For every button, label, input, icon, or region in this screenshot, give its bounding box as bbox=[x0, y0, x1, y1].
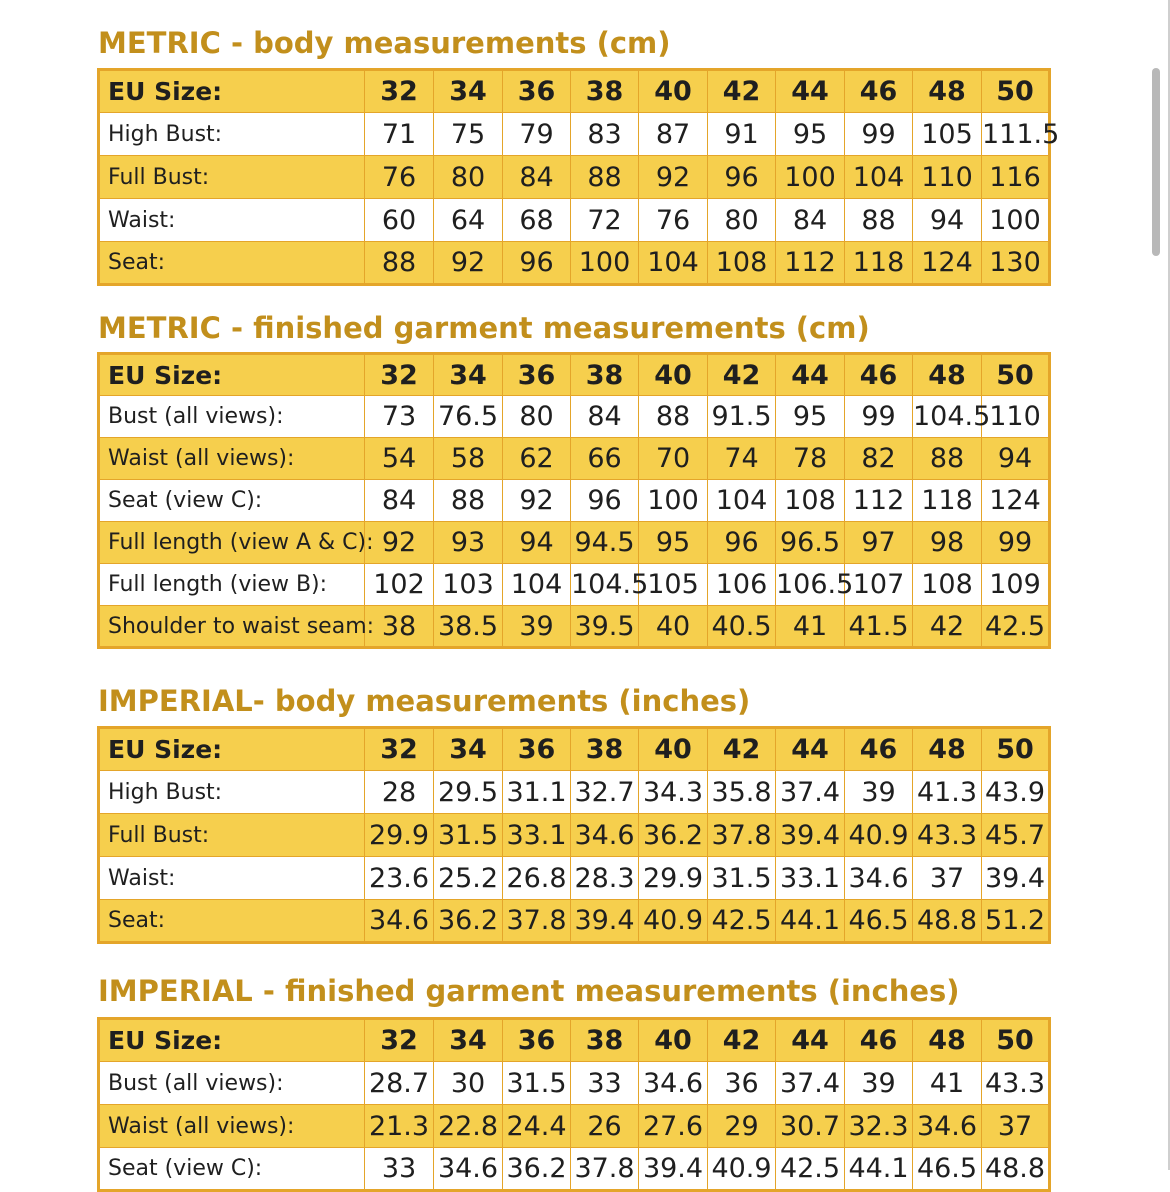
size-header-cell: 32 bbox=[365, 1019, 434, 1062]
size-header-cell: 36 bbox=[503, 354, 571, 396]
size-header-label: EU Size: bbox=[99, 354, 365, 396]
measurement-value: 30 bbox=[434, 1062, 503, 1105]
measurement-value: 112 bbox=[776, 242, 845, 285]
measurement-value: 34.6 bbox=[845, 857, 913, 900]
size-header-cell: 36 bbox=[503, 728, 571, 771]
size-header-cell: 34 bbox=[434, 70, 503, 113]
measurement-value: 35.8 bbox=[708, 771, 776, 814]
metric-body-title: METRIC - body measurements (cm) bbox=[98, 26, 671, 60]
measurement-value: 36 bbox=[708, 1062, 776, 1105]
measurement-value: 116 bbox=[982, 156, 1050, 199]
measurement-row bbox=[99, 564, 1050, 606]
measurement-value: 100 bbox=[571, 242, 639, 285]
size-header-cell: 34 bbox=[434, 1019, 503, 1062]
measurement-value: 91 bbox=[708, 113, 776, 156]
size-header-row bbox=[99, 728, 1050, 771]
size-header-cell: 36 bbox=[503, 70, 571, 113]
measurement-value: 42.5 bbox=[982, 606, 1050, 648]
size-header-cell: 48 bbox=[913, 354, 982, 396]
measurement-value: 33 bbox=[571, 1062, 639, 1105]
size-header-cell: 42 bbox=[708, 354, 776, 396]
measurement-value: 104.5 bbox=[913, 396, 982, 438]
measurement-value: 39.5 bbox=[571, 606, 639, 648]
measurement-label: Bust (all views): bbox=[99, 396, 365, 438]
measurement-value: 88 bbox=[434, 480, 503, 522]
measurement-value: 95 bbox=[639, 522, 708, 564]
measurement-value: 88 bbox=[639, 396, 708, 438]
measurement-value: 42.5 bbox=[776, 1148, 845, 1191]
size-header-cell: 46 bbox=[845, 728, 913, 771]
measurement-label: Full length (view A & C): bbox=[99, 522, 365, 564]
measurement-label: Seat (view C): bbox=[99, 1148, 365, 1191]
measurement-value: 88 bbox=[571, 156, 639, 199]
size-header-row bbox=[99, 70, 1050, 113]
size-header-cell: 42 bbox=[708, 1019, 776, 1062]
measurement-value: 130 bbox=[982, 242, 1050, 285]
measurement-value: 106.5 bbox=[776, 564, 845, 606]
measurement-label: Waist: bbox=[99, 857, 365, 900]
size-header-cell: 40 bbox=[639, 728, 708, 771]
measurement-value: 26.8 bbox=[503, 857, 571, 900]
measurement-value: 94.5 bbox=[571, 522, 639, 564]
measurement-value: 108 bbox=[708, 242, 776, 285]
measurement-value: 82 bbox=[845, 438, 913, 480]
measurement-value: 118 bbox=[913, 480, 982, 522]
measurement-value: 37.8 bbox=[708, 814, 776, 857]
measurement-value: 32.7 bbox=[571, 771, 639, 814]
size-header-cell: 40 bbox=[639, 70, 708, 113]
measurement-value: 104 bbox=[845, 156, 913, 199]
measurement-value: 78 bbox=[776, 438, 845, 480]
imperial-body-title: IMPERIAL- body measurements (inches) bbox=[98, 684, 751, 718]
measurement-value: 34.6 bbox=[639, 1062, 708, 1105]
measurement-label: Seat (view C): bbox=[99, 480, 365, 522]
measurement-value: 124 bbox=[913, 242, 982, 285]
measurement-value: 60 bbox=[365, 199, 434, 242]
size-header-cell: 46 bbox=[845, 1019, 913, 1062]
measurement-value: 92 bbox=[639, 156, 708, 199]
measurement-value: 108 bbox=[913, 564, 982, 606]
measurement-value: 84 bbox=[365, 480, 434, 522]
size-header-cell: 44 bbox=[776, 70, 845, 113]
measurement-label: High Bust: bbox=[99, 113, 365, 156]
measurement-row bbox=[99, 857, 1050, 900]
size-header-cell: 48 bbox=[913, 70, 982, 113]
measurement-value: 31.5 bbox=[503, 1062, 571, 1105]
measurement-value: 36.2 bbox=[639, 814, 708, 857]
measurement-row bbox=[99, 242, 1050, 285]
measurement-value: 41.3 bbox=[913, 771, 982, 814]
measurement-value: 33.1 bbox=[503, 814, 571, 857]
measurement-row bbox=[99, 900, 1050, 943]
measurement-value: 34.6 bbox=[913, 1105, 982, 1148]
measurement-value: 110 bbox=[913, 156, 982, 199]
measurement-label: Full Bust: bbox=[99, 814, 365, 857]
measurement-value: 73 bbox=[365, 396, 434, 438]
measurement-value: 79 bbox=[503, 113, 571, 156]
metric-body-table bbox=[97, 68, 1060, 286]
measurement-value: 48.8 bbox=[913, 900, 982, 943]
measurement-row bbox=[99, 113, 1050, 156]
measurement-value: 68 bbox=[503, 199, 571, 242]
measurement-row bbox=[99, 814, 1050, 857]
measurement-row bbox=[99, 438, 1050, 480]
size-header-cell: 44 bbox=[776, 728, 845, 771]
measurement-row bbox=[99, 522, 1050, 564]
measurement-value: 29.9 bbox=[365, 814, 434, 857]
measurement-value: 118 bbox=[845, 242, 913, 285]
size-header-row bbox=[99, 1019, 1050, 1062]
measurement-value: 72 bbox=[571, 199, 639, 242]
measurement-value: 94 bbox=[913, 199, 982, 242]
measurement-value: 40 bbox=[639, 606, 708, 648]
measurement-value: 26 bbox=[571, 1105, 639, 1148]
measurement-value: 93 bbox=[434, 522, 503, 564]
measurement-value: 27.6 bbox=[639, 1105, 708, 1148]
measurement-value: 29.9 bbox=[639, 857, 708, 900]
measurement-label: Waist (all views): bbox=[99, 438, 365, 480]
measurement-value: 124 bbox=[982, 480, 1050, 522]
measurement-label: Full length (view B): bbox=[99, 564, 365, 606]
measurement-value: 104 bbox=[708, 480, 776, 522]
measurement-value: 96.5 bbox=[776, 522, 845, 564]
size-header-cell: 36 bbox=[503, 1019, 571, 1062]
measurement-value: 80 bbox=[503, 396, 571, 438]
measurement-row bbox=[99, 606, 1050, 648]
measurement-value: 25.2 bbox=[434, 857, 503, 900]
imperial-body-table bbox=[97, 726, 1051, 944]
measurement-value: 103 bbox=[434, 564, 503, 606]
measurement-value: 28.3 bbox=[571, 857, 639, 900]
size-header-cell: 40 bbox=[639, 354, 708, 396]
measurement-value: 39 bbox=[845, 771, 913, 814]
measurement-value: 37.8 bbox=[503, 900, 571, 943]
measurement-value: 32.3 bbox=[845, 1105, 913, 1148]
measurement-value: 96 bbox=[708, 522, 776, 564]
measurement-value: 51.2 bbox=[982, 900, 1050, 943]
measurement-value: 41 bbox=[776, 606, 845, 648]
size-header-cell: 48 bbox=[913, 728, 982, 771]
measurement-value: 96 bbox=[503, 242, 571, 285]
measurement-value: 96 bbox=[571, 480, 639, 522]
measurement-value: 105 bbox=[639, 564, 708, 606]
measurement-value: 23.6 bbox=[365, 857, 434, 900]
measurement-value: 39.4 bbox=[982, 857, 1050, 900]
measurement-value: 38.5 bbox=[434, 606, 503, 648]
measurement-label: Seat: bbox=[99, 900, 365, 943]
measurement-value: 58 bbox=[434, 438, 503, 480]
measurement-value: 30.7 bbox=[776, 1105, 845, 1148]
size-header-cell: 46 bbox=[845, 70, 913, 113]
measurement-value: 109 bbox=[982, 564, 1050, 606]
measurement-value: 40.5 bbox=[708, 606, 776, 648]
measurement-value: 102 bbox=[365, 564, 434, 606]
measurement-value: 87 bbox=[639, 113, 708, 156]
measurement-label: High Bust: bbox=[99, 771, 365, 814]
measurement-value: 84 bbox=[571, 396, 639, 438]
measurement-value: 34.3 bbox=[639, 771, 708, 814]
measurement-value: 80 bbox=[434, 156, 503, 199]
measurement-value: 108 bbox=[776, 480, 845, 522]
measurement-value: 39 bbox=[845, 1062, 913, 1105]
size-header-cell: 50 bbox=[982, 70, 1050, 113]
measurement-value: 95 bbox=[776, 396, 845, 438]
measurement-value: 43.3 bbox=[982, 1062, 1050, 1105]
size-header-cell: 38 bbox=[571, 1019, 639, 1062]
measurement-value: 76.5 bbox=[434, 396, 503, 438]
measurement-label: Shoulder to waist seam: bbox=[99, 606, 365, 648]
measurement-value: 74 bbox=[708, 438, 776, 480]
measurement-value: 100 bbox=[639, 480, 708, 522]
measurement-value: 91.5 bbox=[708, 396, 776, 438]
size-header-cell: 38 bbox=[571, 70, 639, 113]
measurement-row bbox=[99, 771, 1050, 814]
metric-finished-table bbox=[97, 352, 1051, 649]
measurement-value: 40.9 bbox=[708, 1148, 776, 1191]
measurement-value: 111.5 bbox=[982, 113, 1050, 156]
measurement-label: Waist: bbox=[99, 199, 365, 242]
measurement-value: 92 bbox=[365, 522, 434, 564]
measurement-value: 41 bbox=[913, 1062, 982, 1105]
measurement-value: 36.2 bbox=[503, 1148, 571, 1191]
measurement-value: 41.5 bbox=[845, 606, 913, 648]
measurement-value: 43.3 bbox=[913, 814, 982, 857]
size-header-cell: 34 bbox=[434, 354, 503, 396]
measurement-value: 92 bbox=[503, 480, 571, 522]
measurement-value: 99 bbox=[845, 396, 913, 438]
measurement-value: 98 bbox=[913, 522, 982, 564]
measurement-value: 88 bbox=[365, 242, 434, 285]
measurement-value: 100 bbox=[776, 156, 845, 199]
measurement-value: 48.8 bbox=[982, 1148, 1050, 1191]
measurement-value: 106 bbox=[708, 564, 776, 606]
measurement-value: 104 bbox=[639, 242, 708, 285]
measurement-row bbox=[99, 396, 1050, 438]
measurement-value: 54 bbox=[365, 438, 434, 480]
measurement-value: 39.4 bbox=[639, 1148, 708, 1191]
measurement-value: 92 bbox=[434, 242, 503, 285]
size-header-cell: 48 bbox=[913, 1019, 982, 1062]
measurement-value: 104.5 bbox=[571, 564, 639, 606]
measurement-label: Full Bust: bbox=[99, 156, 365, 199]
size-header-cell: 32 bbox=[365, 354, 434, 396]
measurement-value: 99 bbox=[982, 522, 1050, 564]
size-header-label: EU Size: bbox=[99, 70, 365, 113]
measurement-value: 28.7 bbox=[365, 1062, 434, 1105]
measurement-value: 70 bbox=[639, 438, 708, 480]
measurement-value: 31.5 bbox=[708, 857, 776, 900]
measurement-value: 45.7 bbox=[982, 814, 1050, 857]
measurement-value: 75 bbox=[434, 113, 503, 156]
size-header-cell: 42 bbox=[708, 728, 776, 771]
size-header-cell: 46 bbox=[845, 354, 913, 396]
size-header-cell: 44 bbox=[776, 1019, 845, 1062]
size-header-cell: 38 bbox=[571, 728, 639, 771]
measurement-value: 94 bbox=[503, 522, 571, 564]
measurement-value: 46.5 bbox=[913, 1148, 982, 1191]
measurement-value: 34.6 bbox=[571, 814, 639, 857]
measurement-value: 46.5 bbox=[845, 900, 913, 943]
measurement-value: 37.4 bbox=[776, 771, 845, 814]
imperial-finished-table bbox=[97, 1017, 1051, 1192]
measurement-value: 28 bbox=[365, 771, 434, 814]
measurement-label: Bust (all views): bbox=[99, 1062, 365, 1105]
measurement-value: 29 bbox=[708, 1105, 776, 1148]
measurement-value: 24.4 bbox=[503, 1105, 571, 1148]
measurement-value: 107 bbox=[845, 564, 913, 606]
measurement-value: 95 bbox=[776, 113, 845, 156]
measurement-row bbox=[99, 156, 1050, 199]
measurement-value: 110 bbox=[982, 396, 1050, 438]
size-header-cell: 32 bbox=[365, 70, 434, 113]
measurement-value: 97 bbox=[845, 522, 913, 564]
measurement-value: 39 bbox=[503, 606, 571, 648]
measurement-value: 62 bbox=[503, 438, 571, 480]
measurement-value: 88 bbox=[845, 199, 913, 242]
measurement-value: 76 bbox=[639, 199, 708, 242]
measurement-value: 99 bbox=[845, 113, 913, 156]
size-header-cell: 50 bbox=[982, 728, 1050, 771]
measurement-value: 76 bbox=[365, 156, 434, 199]
measurement-value: 94 bbox=[982, 438, 1050, 480]
measurement-value: 105 bbox=[913, 113, 982, 156]
measurement-value: 31.1 bbox=[503, 771, 571, 814]
measurement-value: 36.2 bbox=[434, 900, 503, 943]
size-header-cell: 44 bbox=[776, 354, 845, 396]
measurement-value: 100 bbox=[982, 199, 1050, 242]
measurement-label: Seat: bbox=[99, 242, 365, 285]
measurement-value: 29.5 bbox=[434, 771, 503, 814]
measurement-value: 71 bbox=[365, 113, 434, 156]
measurement-row bbox=[99, 199, 1050, 242]
measurement-value: 38 bbox=[365, 606, 434, 648]
size-header-cell: 50 bbox=[982, 354, 1050, 396]
measurement-value: 37 bbox=[913, 857, 982, 900]
measurement-value: 42 bbox=[913, 606, 982, 648]
measurement-value: 44.1 bbox=[845, 1148, 913, 1191]
measurement-label: Waist (all views): bbox=[99, 1105, 365, 1148]
size-header-cell: 38 bbox=[571, 354, 639, 396]
size-header-label: EU Size: bbox=[99, 728, 365, 771]
measurement-value: 64 bbox=[434, 199, 503, 242]
measurement-row bbox=[99, 1148, 1050, 1191]
measurement-value: 96 bbox=[708, 156, 776, 199]
measurement-value: 40.9 bbox=[639, 900, 708, 943]
measurement-value: 33 bbox=[365, 1148, 434, 1191]
measurement-value: 39.4 bbox=[776, 814, 845, 857]
measurement-value: 44.1 bbox=[776, 900, 845, 943]
measurement-value: 37.4 bbox=[776, 1062, 845, 1105]
measurement-value: 84 bbox=[503, 156, 571, 199]
size-header-cell: 32 bbox=[365, 728, 434, 771]
imperial-finished-title: IMPERIAL - finished garment measurements (inches) bbox=[98, 974, 960, 1008]
measurement-value: 31.5 bbox=[434, 814, 503, 857]
size-header-cell: 34 bbox=[434, 728, 503, 771]
measurement-value: 112 bbox=[845, 480, 913, 522]
measurement-value: 88 bbox=[913, 438, 982, 480]
measurement-value: 80 bbox=[708, 199, 776, 242]
measurement-value: 21.3 bbox=[365, 1105, 434, 1148]
measurement-value: 43.9 bbox=[982, 771, 1050, 814]
measurement-value: 33.1 bbox=[776, 857, 845, 900]
measurement-row bbox=[99, 480, 1050, 522]
measurement-row bbox=[99, 1062, 1050, 1105]
measurement-value: 39.4 bbox=[571, 900, 639, 943]
measurement-row bbox=[99, 1105, 1050, 1148]
size-header-cell: 42 bbox=[708, 70, 776, 113]
size-header-cell: 50 bbox=[982, 1019, 1050, 1062]
size-header-cell: 40 bbox=[639, 1019, 708, 1062]
measurement-value: 22.8 bbox=[434, 1105, 503, 1148]
measurement-value: 42.5 bbox=[708, 900, 776, 943]
vertical-scrollbar[interactable] bbox=[1152, 68, 1160, 256]
measurement-value: 37.8 bbox=[571, 1148, 639, 1191]
measurement-value: 37 bbox=[982, 1105, 1050, 1148]
measurement-value: 84 bbox=[776, 199, 845, 242]
measurement-value: 104 bbox=[503, 564, 571, 606]
measurement-value: 34.6 bbox=[434, 1148, 503, 1191]
size-header-row bbox=[99, 354, 1050, 396]
measurement-value: 83 bbox=[571, 113, 639, 156]
measurement-value: 40.9 bbox=[845, 814, 913, 857]
size-header-label: EU Size: bbox=[99, 1019, 365, 1062]
measurement-value: 66 bbox=[571, 438, 639, 480]
metric-finished-title: METRIC - finished garment measurements (cm) bbox=[98, 311, 870, 345]
measurement-value: 34.6 bbox=[365, 900, 434, 943]
